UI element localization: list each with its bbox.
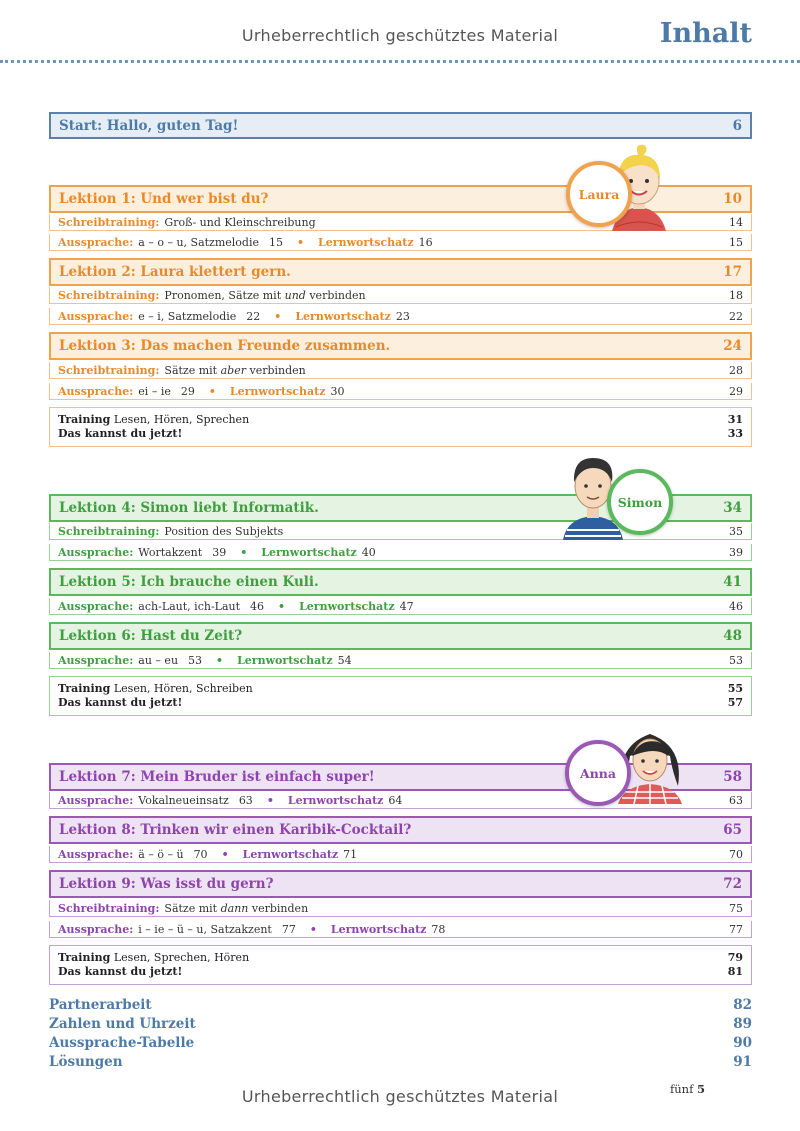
bullet-dot: • <box>208 384 216 398</box>
lesson-page: 58 <box>723 769 742 785</box>
bullet-dot: • <box>278 599 286 613</box>
training-page: 79 <box>727 950 743 964</box>
aussprache-label: Aussprache: <box>58 545 134 559</box>
aussprache-label: Aussprache: <box>58 384 134 398</box>
appendix-label: Partnerarbeit <box>49 997 152 1013</box>
toc-lesson-5[interactable] <box>49 568 752 596</box>
lesson-title: Lektion 7: Mein Bruder ist einfach super! <box>59 769 375 785</box>
aussprache-page: 46 <box>729 599 743 613</box>
kannst-page: 57 <box>727 695 743 709</box>
page-title: Inhalt <box>659 18 752 49</box>
aussprache-label: Aussprache: <box>58 653 134 667</box>
schreibtraining-text-end: verbinden <box>249 363 306 377</box>
lernwortschatz-page: 40 <box>361 545 376 559</box>
aussprache-page-inline: 63 <box>238 793 253 807</box>
schreibtraining-page: 18 <box>729 288 743 302</box>
toc-training-1[interactable] <box>49 407 752 447</box>
schreibtraining-label: Schreibtraining: <box>58 901 160 915</box>
toc-aussprache-5[interactable] <box>49 598 752 615</box>
appendix-page: 82 <box>733 997 752 1013</box>
kannst-label: Das kannst du jetzt! <box>58 695 183 709</box>
schreibtraining-italic: aber <box>220 363 246 377</box>
aussprache-page-inline: 22 <box>246 309 261 323</box>
toc-appendix-aussprache-tabelle[interactable] <box>49 1035 752 1051</box>
aussprache-text: Wortakzent <box>138 545 203 559</box>
schreibtraining-text-end: verbinden <box>309 288 366 302</box>
lernwortschatz-label: Lernwortschatz <box>318 235 414 249</box>
lernwortschatz-label: Lernwortschatz <box>287 793 384 807</box>
lernwortschatz-page: 54 <box>337 653 352 667</box>
kannst-label: Das kannst du jetzt! <box>58 426 183 440</box>
lernwortschatz-page: 71 <box>343 847 358 861</box>
lesson-title: Lektion 2: Laura klettert gern. <box>59 264 291 280</box>
aussprache-page: 15 <box>729 235 743 249</box>
watermark-top: Urheberrechtlich geschütztes Material <box>241 26 559 45</box>
aussprache-label: Aussprache: <box>58 847 134 861</box>
lesson-title: Lektion 1: Und wer bist du? <box>59 191 269 207</box>
aussprache-page: 53 <box>729 653 743 667</box>
appendix-page: 89 <box>733 1016 752 1032</box>
appendix-label: Zahlen und Uhrzeit <box>49 1016 196 1032</box>
aussprache-page-inline: 70 <box>193 847 208 861</box>
toc-aussprache-4[interactable] <box>49 544 752 561</box>
schreibtraining-label: Schreibtraining: <box>58 215 160 229</box>
aussprache-text: e – i, Satzmelodie <box>138 309 237 323</box>
training-label: Training <box>58 681 111 695</box>
lesson-page: 17 <box>723 264 742 280</box>
aussprache-page-inline: 53 <box>188 653 203 667</box>
training-text: Lesen, Hören, Sprechen <box>113 412 250 426</box>
lernwortschatz-page: 30 <box>330 384 345 398</box>
schreibtraining-text: Position des Subjekts <box>164 524 284 538</box>
appendix-page: 90 <box>733 1035 752 1051</box>
page-number-digit: 5 <box>696 1082 705 1096</box>
training-text: Lesen, Hören, Schreiben <box>113 681 253 695</box>
lesson-page: 41 <box>723 574 742 590</box>
lernwortschatz-label: Lernwortschatz <box>295 309 391 323</box>
training-page: 31 <box>727 412 743 426</box>
schreibtraining-page: 75 <box>729 901 743 915</box>
lernwortschatz-page: 78 <box>431 922 446 936</box>
lesson-title: Lektion 8: Trinken wir einen Karibik-Cocktail? <box>59 822 412 838</box>
toc-aussprache-2[interactable] <box>49 308 752 325</box>
schreibtraining-text: Sätze mit <box>164 901 218 915</box>
kannst-page: 81 <box>727 964 743 978</box>
schreibtraining-page: 28 <box>729 363 743 377</box>
toc-lesson-8[interactable] <box>49 816 752 844</box>
aussprache-text: i – ie – ü – u, Satzakzent <box>138 922 272 936</box>
toc-appendix-partnerarbeit[interactable] <box>49 997 752 1013</box>
lernwortschatz-page: 23 <box>395 309 410 323</box>
bullet-dot: • <box>309 922 317 936</box>
toc-lesson-3[interactable] <box>49 332 752 360</box>
toc-aussprache-1[interactable] <box>49 234 752 251</box>
schreibtraining-text-end: verbinden <box>251 901 309 915</box>
kannst-page: 33 <box>727 426 743 440</box>
lernwortschatz-label: Lernwortschatz <box>242 847 339 861</box>
aussprache-page-inline: 46 <box>250 599 265 613</box>
lesson-page: 24 <box>723 338 742 354</box>
aussprache-label: Aussprache: <box>58 599 134 613</box>
bullet-dot: • <box>266 793 274 807</box>
appendix-label: Lösungen <box>49 1054 123 1070</box>
watermark-bottom: Urheberrechtlich geschütztes Material <box>241 1087 559 1106</box>
toc-lesson-9[interactable] <box>49 870 752 898</box>
lesson-page: 65 <box>723 822 742 838</box>
aussprache-label: Aussprache: <box>58 309 134 323</box>
aussprache-text: ei – ie <box>138 384 171 398</box>
lesson-title: Lektion 9: Was isst du gern? <box>59 876 274 892</box>
lesson-page: 72 <box>723 876 742 892</box>
toc-appendix-loesungen[interactable] <box>49 1054 752 1070</box>
aussprache-page-inline: 77 <box>281 922 296 936</box>
schreibtraining-text: Groß- und Kleinschreibung <box>164 215 316 229</box>
schreibtraining-italic: und <box>284 288 306 302</box>
toc-aussprache-6[interactable] <box>49 652 752 669</box>
aussprache-text: au – eu <box>138 653 179 667</box>
aussprache-text: ach-Laut, ich-Laut <box>138 599 241 613</box>
schreibtraining-page: 35 <box>729 524 743 538</box>
schreibtraining-text: Sätze mit <box>164 363 218 377</box>
anna-badge: Anna <box>565 740 631 806</box>
toc-training-2[interactable] <box>49 676 752 716</box>
lesson-title: Lektion 5: Ich brauche einen Kuli. <box>59 574 319 590</box>
aussprache-text: Vokalneueinsatz <box>138 793 229 807</box>
aussprache-page: 63 <box>729 793 743 807</box>
schreibtraining-text: Pronomen, Sätze mit <box>164 288 282 302</box>
lernwortschatz-page: 47 <box>399 599 414 613</box>
laura-badge: Laura <box>566 161 632 227</box>
lesson-title: Lektion 6: Hast du Zeit? <box>59 628 243 644</box>
bullet-dot: • <box>297 235 305 249</box>
simon-badge: Simon <box>607 469 673 535</box>
toc-training-3[interactable] <box>49 945 752 985</box>
bullet-dot: • <box>240 545 248 559</box>
toc-start-page: 6 <box>732 117 742 134</box>
aussprache-text: a – o – u, Satzmelodie <box>138 235 260 249</box>
toc-schreibtraining-9[interactable] <box>49 900 752 917</box>
lernwortschatz-label: Lernwortschatz <box>237 653 333 667</box>
toc-aussprache-3[interactable] <box>49 383 752 400</box>
aussprache-page: 39 <box>729 545 743 559</box>
toc-aussprache-8[interactable] <box>49 846 752 863</box>
aussprache-label: Aussprache: <box>58 235 134 249</box>
aussprache-label: Aussprache: <box>58 922 134 936</box>
schreibtraining-page: 14 <box>729 215 743 229</box>
aussprache-page: 22 <box>729 309 743 323</box>
lesson-page: 48 <box>723 628 742 644</box>
lernwortschatz-page: 64 <box>388 793 403 807</box>
toc-start[interactable] <box>49 112 752 139</box>
lesson-page: 10 <box>723 191 742 207</box>
lernwortschatz-label: Lernwortschatz <box>330 922 427 936</box>
training-text: Lesen, Sprechen, Hören <box>113 950 250 964</box>
kannst-label: Das kannst du jetzt! <box>58 964 183 978</box>
bullet-dot: • <box>274 309 282 323</box>
toc-start-label: Start: Hallo, guten Tag! <box>59 117 239 134</box>
aussprache-text: ä – ö – ü <box>138 847 184 861</box>
aussprache-page-inline: 29 <box>180 384 195 398</box>
training-label: Training <box>58 950 111 964</box>
lernwortschatz-label: Lernwortschatz <box>261 545 357 559</box>
bullet-dot: • <box>216 653 224 667</box>
aussprache-page-inline: 39 <box>212 545 227 559</box>
lesson-title: Lektion 4: Simon liebt Informatik. <box>59 500 319 516</box>
bullet-dot: • <box>221 847 229 861</box>
aussprache-label: Aussprache: <box>58 793 134 807</box>
schreibtraining-italic: dann <box>220 901 249 915</box>
aussprache-page: 29 <box>729 384 743 398</box>
appendix-page: 91 <box>733 1054 752 1070</box>
schreibtraining-label: Schreibtraining: <box>58 363 160 377</box>
lesson-title: Lektion 3: Das machen Freunde zusammen. <box>59 338 391 354</box>
toc-appendix-zahlen[interactable] <box>49 1016 752 1032</box>
aussprache-page-inline: 15 <box>269 235 284 249</box>
aussprache-page: 70 <box>729 847 743 861</box>
lernwortschatz-label: Lernwortschatz <box>299 599 395 613</box>
schreibtraining-label: Schreibtraining: <box>58 524 160 538</box>
lernwortschatz-page: 16 <box>418 235 433 249</box>
page-number-word: fünf <box>670 1082 694 1096</box>
lesson-page: 34 <box>723 500 742 516</box>
toc-aussprache-9[interactable] <box>49 921 752 938</box>
appendix-label: Aussprache-Tabelle <box>49 1035 195 1051</box>
toc-schreibtraining-2[interactable] <box>49 287 752 304</box>
lernwortschatz-label: Lernwortschatz <box>229 384 326 398</box>
training-page: 55 <box>727 681 743 695</box>
toc-lesson-6[interactable] <box>49 622 752 650</box>
schreibtraining-label: Schreibtraining: <box>58 288 160 302</box>
aussprache-page: 77 <box>729 922 743 936</box>
toc-schreibtraining-3[interactable] <box>49 362 752 379</box>
toc-lesson-2[interactable] <box>49 258 752 286</box>
dotted-divider <box>0 60 800 63</box>
training-label: Training <box>58 412 111 426</box>
